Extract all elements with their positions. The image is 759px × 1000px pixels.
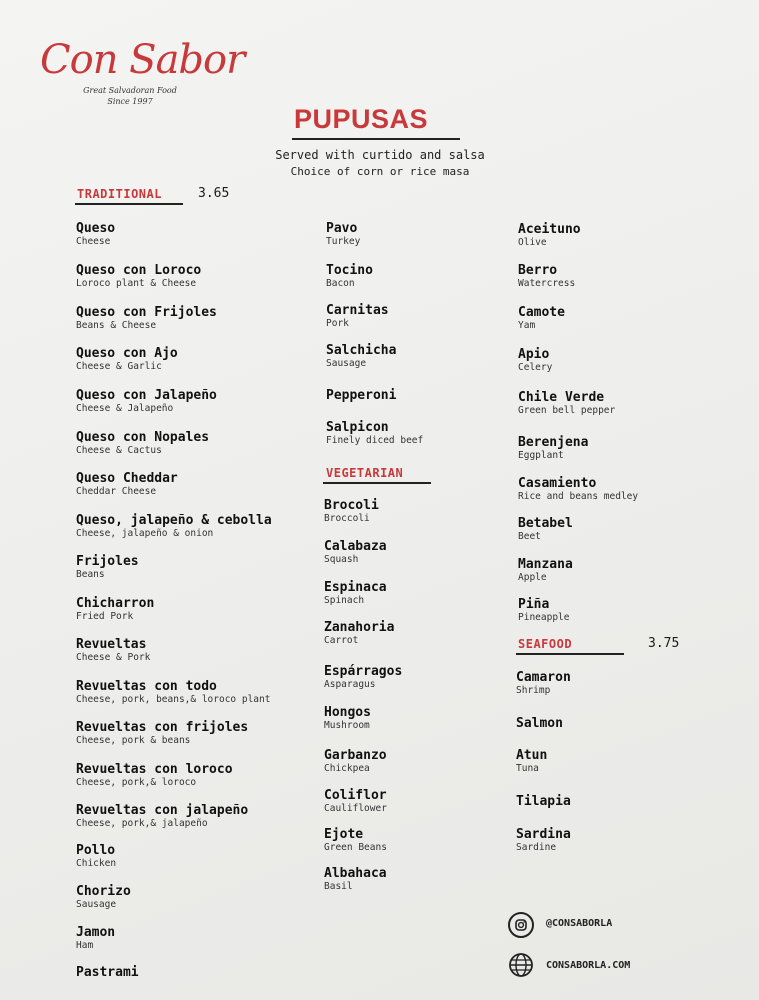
menu-item-description: Cheese & Jalapeño — [76, 403, 174, 414]
menu-item — [76, 679, 270, 706]
section-vegetarian-rule — [323, 482, 431, 484]
menu-item — [324, 498, 379, 525]
menu-item — [76, 430, 209, 457]
menu-item-name: Revueltas con loroco — [76, 762, 233, 777]
menu-item-description: Basil — [324, 881, 353, 892]
menu-item — [324, 620, 394, 647]
menu-item-name: Pavo — [326, 221, 358, 236]
section-seafood: SEAFOOD — [518, 637, 573, 651]
logo — [40, 37, 245, 83]
menu-item-name: Calabaza — [324, 539, 387, 554]
menu-item-name: Revueltas con frijoles — [76, 720, 249, 735]
menu-item — [518, 390, 615, 417]
menu-item-name: Pepperoni — [326, 388, 397, 403]
menu-item-description: Mushroom — [324, 720, 370, 731]
menu-item — [76, 388, 217, 415]
menu-item-name: Apio — [518, 347, 550, 362]
subtitle-line-2: Choice of corn or rice masa — [290, 165, 470, 178]
menu-item — [326, 420, 423, 447]
menu-item-name: Manzana — [518, 557, 573, 572]
menu-item-name: Pollo — [76, 843, 116, 858]
section-vegetarian: VEGETARIAN — [326, 466, 404, 480]
menu-item — [518, 222, 581, 249]
menu-item-name: Queso con Nopales — [76, 430, 210, 445]
menu-item-description: Cheese, pork, beans,& loroco plant — [76, 694, 271, 705]
menu-item — [76, 803, 248, 830]
menu-item-description: Loroco plant & Cheese — [76, 278, 197, 289]
menu-item-name: Aceituno — [518, 222, 581, 237]
logo-since: Since 1997 — [107, 97, 153, 106]
menu-item-description: Eggplant — [518, 450, 564, 461]
menu-item — [76, 884, 131, 911]
menu-item-name: Sardina — [516, 827, 571, 842]
menu-item — [76, 554, 139, 581]
menu-item — [76, 221, 115, 248]
menu-item-description: Rice and beans medley — [518, 491, 639, 502]
menu-item-description: Celery — [518, 362, 553, 373]
menu-item — [76, 596, 154, 623]
menu-item-name: Queso con Ajo — [76, 346, 178, 361]
menu-item-name: Revueltas — [76, 637, 147, 652]
menu-item-name: Pastrami — [76, 965, 139, 980]
menu-item — [516, 794, 571, 809]
menu-item-description: Pork — [326, 318, 349, 329]
menu-item — [324, 539, 387, 566]
menu-item-name: Chicharron — [76, 596, 155, 611]
menu-item — [516, 670, 571, 697]
menu-item — [516, 827, 571, 854]
menu-item-name: Chile Verde — [518, 390, 605, 405]
menu-item-description: Shrimp — [516, 685, 551, 696]
menu-item-description: Squash — [324, 554, 359, 565]
menu-item-description: Sardine — [516, 842, 557, 853]
menu-item — [76, 471, 178, 498]
menu-item — [76, 263, 201, 290]
menu-item-description: Watercress — [518, 278, 576, 289]
menu-item — [518, 557, 573, 584]
menu-item-name: Queso Cheddar — [76, 471, 178, 486]
menu-item — [76, 305, 217, 332]
menu-item-name: Albahaca — [324, 866, 387, 881]
menu-item-description: Cheese, jalapeño & onion — [76, 528, 214, 539]
menu-item-description: Tuna — [516, 763, 539, 774]
menu-item-description: Cheddar Cheese — [76, 486, 157, 497]
menu-item-description: Beans — [76, 569, 105, 580]
menu-item-description: Asparagus — [324, 679, 376, 690]
menu-item-name: Coliflor — [324, 788, 387, 803]
menu-item-description: Cheese, pork & beans — [76, 735, 191, 746]
menu-item-name: Salmon — [516, 716, 563, 731]
menu-item-description: Chickpea — [324, 763, 370, 774]
menu-item-description: Cheese & Garlic — [76, 361, 162, 372]
menu-item — [76, 637, 150, 664]
menu-item-description: Spinach — [324, 595, 365, 606]
menu-item — [518, 347, 552, 374]
menu-item-description: Ham — [76, 940, 94, 951]
menu-item-description: Olive — [518, 237, 547, 248]
menu-item-name: Revueltas con todo — [76, 679, 217, 694]
menu-item-name: Chorizo — [76, 884, 131, 899]
menu-item-description: Cheese — [76, 236, 111, 247]
menu-item — [516, 748, 547, 775]
menu-item-description: Bacon — [326, 278, 355, 289]
menu-item-name: Ejote — [324, 827, 364, 842]
menu-item-description: Sausage — [326, 358, 367, 369]
menu-item-description: Cauliflower — [324, 803, 387, 814]
menu-item-name: Jamon — [76, 925, 116, 940]
menu-item-name: Frijoles — [76, 554, 139, 569]
menu-item-name: Queso con Loroco — [76, 263, 202, 278]
menu-item-description: Green Beans — [324, 842, 387, 853]
menu-item-description: Cheese & Cactus — [76, 445, 162, 456]
menu-item-description: Cheese, pork,& jalapeño — [76, 818, 208, 829]
menu-item-name: Queso con Jalapeño — [76, 388, 217, 403]
menu-item-name: Zanahoria — [324, 620, 395, 635]
menu-item-name: Camote — [518, 305, 565, 320]
menu-item — [518, 516, 573, 543]
menu-item — [76, 346, 178, 373]
menu-item-description: Yam — [518, 320, 536, 331]
menu-item — [518, 476, 638, 503]
menu-item-name: Queso — [76, 221, 116, 236]
menu-item-description: Chicken — [76, 858, 117, 869]
menu-item — [326, 303, 389, 330]
menu-item-name: Tilapia — [516, 794, 571, 809]
menu-item-name: Queso, jalapeño & cebolla — [76, 513, 272, 528]
menu-item — [76, 843, 116, 870]
title-underline — [292, 138, 460, 140]
menu-item-name: Brocoli — [324, 498, 379, 513]
menu-item — [76, 720, 248, 747]
menu-item — [76, 965, 139, 980]
menu-title: PUPUSAS — [294, 104, 429, 134]
menu-item — [326, 343, 396, 370]
menu-item — [326, 388, 396, 403]
section-traditional: TRADITIONAL — [77, 187, 162, 201]
menu-item — [326, 221, 360, 248]
menu-item-name: Piña — [518, 597, 550, 612]
menu-item — [324, 580, 387, 607]
menu-item-name: Salpicon — [326, 420, 389, 435]
menu-item-name: Atun — [516, 748, 548, 763]
menu-item-name: Revueltas con jalapeño — [76, 803, 249, 818]
menu-item-name: Casamiento — [518, 476, 597, 491]
menu-item — [324, 788, 387, 815]
menu-item — [76, 513, 272, 540]
traditional-price: 3.65 — [198, 186, 230, 201]
menu-item-name: Berenjena — [518, 435, 589, 450]
menu-item — [516, 716, 563, 731]
seafood-price: 3.75 — [648, 636, 680, 651]
menu-item — [518, 263, 575, 290]
menu-item-description: Turkey — [326, 236, 361, 247]
menu-item-name: Berro — [518, 263, 558, 278]
menu-item — [518, 435, 588, 462]
website-url: CONSABORLA.COM — [546, 960, 631, 971]
menu-item-name: Salchicha — [326, 343, 397, 358]
menu-item — [518, 305, 565, 332]
menu-item-name: Betabel — [518, 516, 573, 531]
menu-item-description: Broccoli — [324, 513, 370, 524]
section-seafood-rule — [516, 653, 624, 655]
menu-item-name: Garbanzo — [324, 748, 387, 763]
menu-item — [324, 827, 387, 854]
menu-item-description: Sausage — [76, 899, 117, 910]
menu-item — [326, 263, 373, 290]
menu-item-description: Green bell pepper — [518, 405, 616, 416]
section-traditional-rule — [75, 203, 183, 205]
menu-item-description: Cheese & Pork — [76, 652, 151, 663]
menu-item-description: Beans & Cheese — [76, 320, 157, 331]
instagram-handle: @CONSABORLA — [546, 918, 613, 929]
menu-item-name: Espinaca — [324, 580, 387, 595]
menu-item — [518, 597, 569, 624]
menu-item — [324, 866, 387, 893]
menu-item-name: Camaron — [516, 670, 571, 685]
menu-item-name: Tocino — [326, 263, 373, 278]
globe-icon — [508, 952, 534, 978]
logo-wordmark: Con Sabor — [40, 37, 245, 83]
menu-item-description: Cheese, pork,& loroco — [76, 777, 197, 788]
menu-item-name: Hongos — [324, 705, 371, 720]
subtitle-line-1: Served with curtido and salsa — [275, 148, 485, 162]
menu-item-name: Queso con Frijoles — [76, 305, 217, 320]
menu-item — [324, 705, 371, 732]
logo-tagline: Great Salvadoran Food — [83, 86, 177, 95]
menu-item-description: Fried Pork — [76, 611, 134, 622]
menu-item — [324, 664, 402, 691]
menu-item-description: Carrot — [324, 635, 359, 646]
menu-item-description: Apple — [518, 572, 547, 583]
instagram-icon — [508, 912, 534, 938]
menu-item — [324, 748, 387, 775]
menu-item — [76, 762, 233, 789]
menu-item-description: Pineapple — [518, 612, 570, 623]
menu-item-description: Beet — [518, 531, 541, 542]
menu-item — [76, 925, 115, 952]
menu-item-name: Carnitas — [326, 303, 389, 318]
menu-item-description: Finely diced beef — [326, 435, 424, 446]
menu-item-name: Espárragos — [324, 664, 403, 679]
